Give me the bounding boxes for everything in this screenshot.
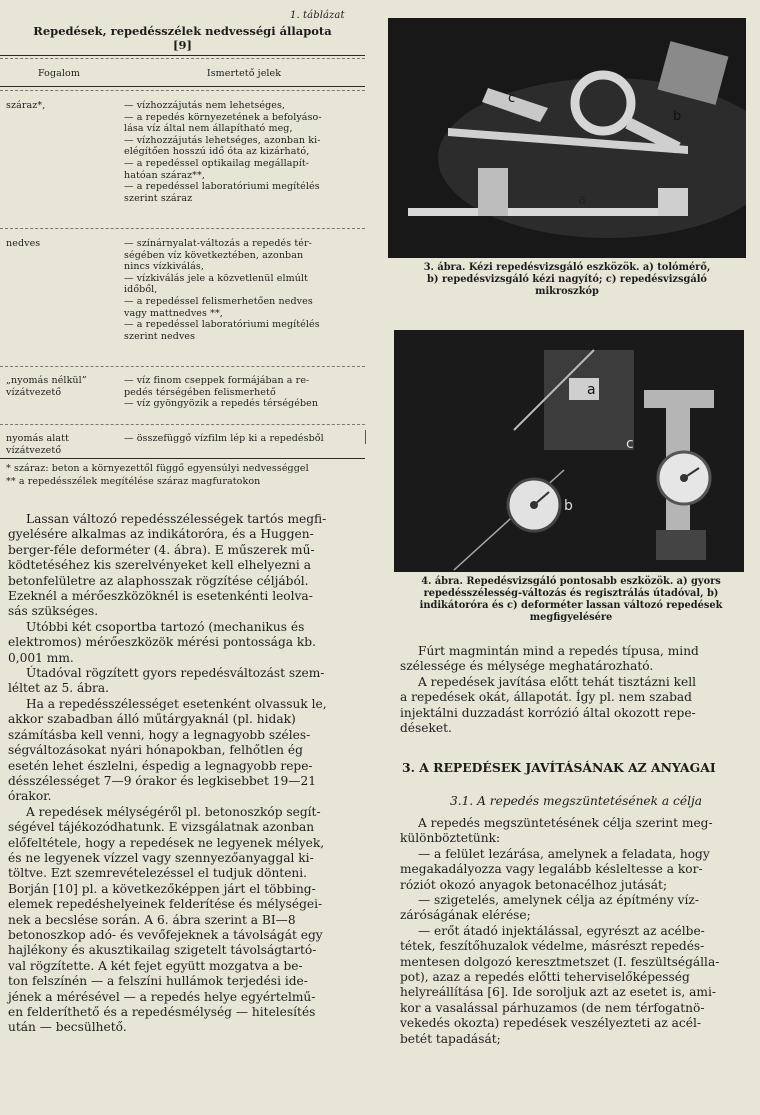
text-line: Utóbbi két csoportba tartozó (mechanikus és — [26, 619, 305, 634]
text-line: róziót okozó anyagok betonacélhoz jutását; — [400, 877, 668, 892]
table-row-rule — [0, 228, 365, 229]
right-column-text-bottom — [400, 816, 752, 1047]
left-column-text — [8, 512, 363, 1036]
text-line: Fúrt magmintán mind a repedés típusa, mind — [418, 644, 699, 658]
feature-line: ségében víz következtében, azonban — [124, 249, 304, 261]
text-line: Ha a repedésszélességet esetenként olvassuk le, — [26, 696, 327, 711]
term-line: nedves — [6, 238, 41, 249]
feature-line: szerint nedves — [124, 330, 196, 342]
feature-line: elégítően hosszú idő óta az kizárható, — [124, 146, 310, 158]
table-row-features — [124, 238, 364, 342]
feature-line: — színárnyalat-változás a repedés tér- — [124, 238, 312, 249]
table-row-term — [6, 375, 118, 398]
feature-line: — vízkiválás jele a közvetlenül elmúlt — [124, 272, 308, 284]
figure-3-photo — [388, 18, 746, 258]
caption-line: mikroszkóp — [535, 286, 599, 297]
feature-line: — a repedés környezetének a befolyáso- — [124, 111, 322, 123]
feature-line: lása víz által nem állapítható meg, — [124, 123, 293, 135]
feature-line: hatóan száraz**, — [124, 169, 205, 181]
text-line: — erőt átadó injektálással, egyrészt az acélbe- — [418, 923, 705, 938]
table-row-term — [6, 100, 118, 112]
figure-label: c — [508, 91, 516, 106]
table-row-features — [124, 433, 364, 445]
text-line: a repedések okát, állapotát. Így pl. nem szabad — [400, 690, 692, 705]
table-header-rule — [0, 86, 365, 87]
feature-line: — vízhozzájutás nem lehetséges, — [124, 100, 286, 111]
text-line: léltet az 5. ábra. — [8, 681, 109, 696]
subsection-heading: 3.1. A repedés megszüntetésének a célja — [449, 794, 703, 808]
text-line: A repedések mélységéről pl. betonoszkóp segít- — [26, 804, 321, 819]
text-line: en felderíthető és a repedésmélység — hitelesítés — [8, 1005, 316, 1019]
figure-4-caption — [388, 576, 754, 624]
feature-line: nincs vízkiválás, — [124, 261, 205, 273]
table-footnote: ** a repedésszélek megítélése száraz magfuratokon — [6, 476, 261, 487]
text-line: ségével tájékozódhatunk. E vizsgálatnak azonban — [8, 820, 315, 835]
text-line: val rögzítette. A két fejet együtt mozgatva a be- — [8, 958, 303, 973]
table-edge-mark — [365, 430, 366, 444]
text-line: vekedés okozta) repedések veszélyezteti az acél- — [400, 1016, 701, 1031]
text-line: Ezeknél a mérőeszközöknél is esetenkénti leolva- — [8, 589, 313, 604]
caption-line: repedésszélesség-változás és regisztrálás útadóval, b) — [423, 588, 719, 599]
table-row-features — [124, 375, 364, 410]
text-line: désszélességet 7—9 órakor és legkisebbet 19—21 — [8, 773, 316, 788]
text-line: 0,001 mm. — [8, 650, 74, 665]
text-line: helyreállítása [6]. Ide soroljuk azt az esetet is, ami- — [400, 985, 716, 1000]
text-line: Útadóval rögzített gyors repedésváltozást szem- — [26, 666, 325, 681]
table-top-rule — [0, 55, 365, 56]
figure-label: b — [673, 109, 682, 124]
right-column-text-top — [400, 644, 752, 736]
text-line: gyelésére alkalmas az indikátoróra, és a Huggen- — [8, 527, 314, 542]
feature-line: — víz gyöngyözik a repedés térségében — [124, 398, 319, 410]
text-line: előfeltétele, hogy a repedések ne legyenek mélyek, — [8, 835, 325, 850]
feature-line: — a repedéssel felismerhetően nedves — [124, 295, 313, 307]
text-line: elektromos) mérőeszközök mérési pontossága kb. — [8, 635, 316, 650]
text-line: jének a mérésével — a repedés helye egyértelmű- — [8, 989, 316, 1004]
feature-line: — víz finom cseppek formájában a re- — [124, 375, 310, 386]
table-header-rule-dashed — [0, 90, 365, 91]
figure-label: a — [578, 193, 586, 208]
term-line: „nyomás nélkül” — [6, 375, 87, 386]
text-line: kor a vasalással párhuzamos (de nem térfogatnö- — [400, 1000, 705, 1015]
feature-line: — a repedéssel laboratóriumi megítélés — [124, 319, 320, 331]
table-row-rule — [0, 424, 365, 425]
figure-label: b — [564, 498, 573, 514]
table-row-term — [6, 433, 118, 456]
table-footnote: * száraz: beton a környezettől függő egyensúlyi nedvességgel — [6, 463, 309, 474]
table-title: Repedések, repedésszélek nedvességi állapota — [33, 24, 332, 38]
text-line: nek a becslése során. A 6. ábra szerint a BI—8 — [8, 912, 296, 927]
caption-line: 3. ábra. Kézi repedésvizsgáló eszközök. a) tolómérő, — [423, 262, 711, 273]
figure-4-illustration — [394, 330, 744, 572]
table-header-concept: Fogalom — [37, 68, 80, 79]
text-line: ton felszínén — a felszíni hullámok terjedési ide- — [8, 974, 308, 989]
text-line: betonoszkop adó- és vevőfejeknek a távolságát egy — [8, 927, 323, 942]
caption-line: indikátoróra és c) deforméter lassan változó repedések — [419, 600, 723, 611]
text-line: megakadályozza vagy legalább késleltesse a kor- — [400, 862, 703, 877]
text-line: számításba kell venni, hogy a legnagyobb széles- — [8, 727, 311, 742]
text-line: órakor. — [8, 789, 52, 804]
feature-line: szerint száraz — [124, 192, 193, 204]
caption-line: megfigyelésére — [529, 612, 613, 623]
figure-3-illustration — [388, 18, 746, 258]
caption-line: 4. ábra. Repedésvizsgáló pontosabb eszközök. a) gyors — [421, 576, 721, 587]
term-line: vízátvezető — [6, 386, 62, 398]
text-line: sás szükséges. — [8, 604, 99, 619]
text-line: — a felület lezárása, amelynek a feladata, hogy — [418, 846, 710, 861]
table-reference: [9] — [173, 38, 192, 52]
text-line: ködtetéséhez kis szerelvényeket kell elhelyezni a — [8, 558, 311, 573]
text-line: déseket. — [400, 721, 452, 736]
feature-line: — a repedéssel laboratóriumi megítélés — [124, 181, 320, 193]
text-line: pot), azaz a repedés előtti teherviselőképesség — [400, 970, 690, 985]
text-line: szélessége és mélysége meghatározható. — [400, 659, 654, 674]
figure-3-caption — [388, 262, 746, 298]
feature-line: pedés térségében felismerhető — [124, 386, 276, 398]
text-line: tétek, feszítőhuzalok védelme, másrészt repedés- — [400, 939, 705, 954]
caption-line: b) repedésvizsgáló kézi nagyító; c) repedésvizsgáló — [427, 274, 707, 285]
text-line: — szigetelés, amelynek célja az építmény víz- — [418, 893, 699, 908]
text-line: A repedések javítása előtt tehát tisztázni kell — [418, 674, 697, 689]
text-line: Lassan változó repedésszélességek tartós megfi- — [26, 512, 327, 526]
text-line: után — becsülhető. — [8, 1020, 127, 1035]
text-line: esetén lehet észlelni, éspedig a legnagyobb repe- — [8, 758, 313, 773]
table-row-features — [124, 100, 364, 204]
text-line: mentesen dolgozó keresztmetszet (I. feszültségálla- — [400, 954, 720, 969]
table-number: 1. táblázat — [290, 10, 345, 21]
feature-line: — összefüggő vízfilm lép ki a repedésből — [124, 433, 324, 444]
feature-line: — a repedéssel optikailag megállapít- — [124, 157, 310, 169]
figure-label: a — [587, 382, 596, 398]
feature-line: időből, — [124, 284, 158, 296]
figure-4-photo — [394, 330, 744, 572]
section-heading: 3. A REPEDÉSEK JAVÍTÁSÁNAK AZ ANYAGAI — [402, 760, 716, 775]
table-header-features: Ismertető jelek — [206, 68, 282, 79]
table-row-term — [6, 238, 118, 250]
text-line: akkor szabadban álló műtárgyaknál (pl. hidak) — [8, 712, 296, 727]
text-line: A repedés megszüntetésének célja szerint meg- — [418, 816, 713, 830]
text-line: betét tapadását; — [400, 1031, 501, 1046]
text-line: és ne legyenek vízzel vagy szennyezőanyaggal ki- — [8, 850, 314, 865]
table-bottom-rule — [0, 458, 365, 459]
figure-label: c — [626, 436, 634, 452]
text-line: Borján [10] pl. a következőképpen járt el többing- — [8, 881, 316, 896]
term-line: vízátvezető — [6, 444, 62, 456]
text-line: injektálni duzzadást korrózió által okozott repe- — [400, 705, 696, 720]
feature-line: — vízhozzájutás lehetséges, azonban ki- — [124, 134, 321, 146]
text-line: elemek repedéshelyeinek felderítése és mélységei- — [8, 897, 323, 912]
table-row-rule — [0, 366, 365, 367]
text-line: betonfelületre az alaphosszak rögzítése céljából. — [8, 573, 309, 588]
text-line: töltve. Ezt szemrevételezéssel el tudjuk dönteni. — [8, 866, 308, 881]
term-line: száraz*, — [6, 100, 46, 111]
text-line: záróságának elérése; — [400, 908, 531, 923]
text-line: hajlékony és akusztikailag szigetelt távolságtartó- — [8, 943, 317, 958]
text-line: berger-féle deforméter (4. ábra). E műszerek mű- — [8, 542, 315, 557]
text-line: különböztetünk: — [400, 831, 501, 846]
text-line: ségváltozásokat nyári hónapokban, felhőtlen ég — [8, 743, 303, 758]
term-line: nyomás alatt — [6, 433, 69, 444]
feature-line: vagy mattnedves **, — [124, 307, 223, 319]
table-top-rule-dashed — [0, 58, 365, 59]
